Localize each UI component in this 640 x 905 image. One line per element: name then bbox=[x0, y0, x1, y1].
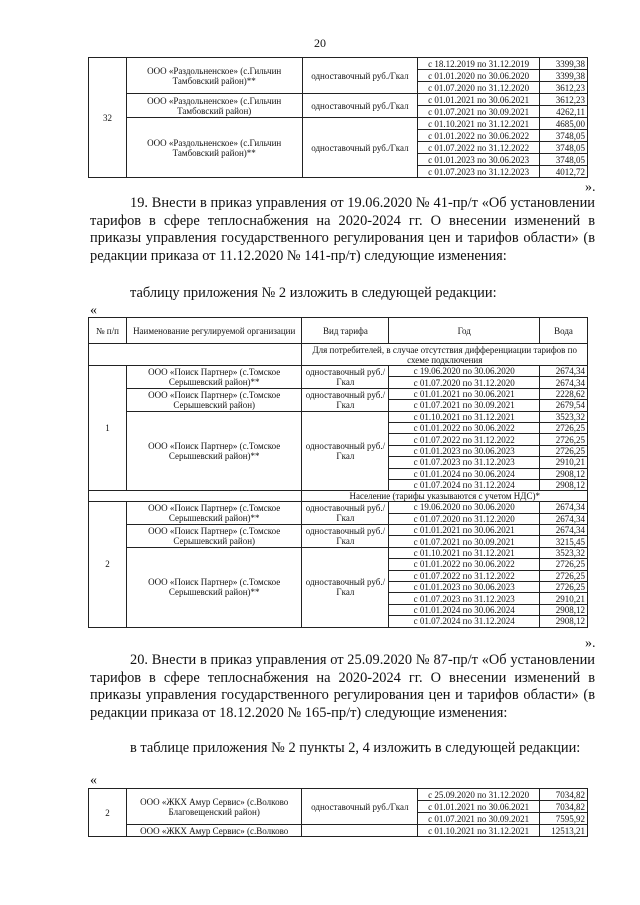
tariff-value: 2908,12 bbox=[540, 468, 588, 479]
organization-name: ООО «ЖКХ Амур Сервис» (с.Волково Благовещенский район) bbox=[126, 789, 302, 825]
tariff-value: 3399,38 bbox=[540, 70, 588, 82]
row-number: 1 bbox=[89, 366, 127, 491]
organization-name: ООО «Поиск Партнер» (с.Томское Серышевский район) bbox=[126, 525, 302, 548]
tariff-value: 3612,23 bbox=[540, 94, 588, 106]
period: с 01.01.2024 по 30.06.2024 bbox=[389, 604, 540, 615]
table-row bbox=[89, 411, 588, 422]
table-row bbox=[89, 58, 588, 70]
tariff-value: 2726,25 bbox=[540, 445, 588, 456]
tariff-value: 2674,34 bbox=[540, 366, 588, 377]
table-row bbox=[89, 547, 588, 558]
organization-name: ООО «Поиск Партнер» (с.Томское Серышевский район)** bbox=[126, 547, 302, 627]
period: с 01.07.2021 по 30.09.2021 bbox=[389, 536, 540, 547]
organization-name: ООО «Раздольненское» (с.Гильчин Тамбовский район) bbox=[126, 94, 302, 118]
tariff-value: 3523,32 bbox=[540, 411, 588, 422]
header-org: Наименование регулируемой организации bbox=[126, 318, 302, 344]
table-row bbox=[89, 366, 588, 377]
row-number: 2 bbox=[89, 789, 127, 837]
table-row bbox=[89, 502, 588, 513]
period: с 01.01.2021 по 30.06.2021 bbox=[389, 525, 540, 536]
tariff-value: 2726,25 bbox=[540, 582, 588, 593]
header-no: № п/п bbox=[89, 318, 127, 344]
tariff-value: 2908,12 bbox=[540, 616, 588, 627]
paragraph-20-b: в таблице приложения № 2 пункты 2, 4 изложить в следующей редакции: bbox=[130, 740, 581, 756]
tariff-table-1 bbox=[88, 57, 588, 178]
table-row bbox=[89, 118, 588, 130]
tariff-value: 3748,05 bbox=[540, 142, 588, 154]
tariff-value: 4685,00 bbox=[540, 118, 588, 130]
period: с 01.07.2023 по 31.12.2023 bbox=[389, 457, 540, 468]
tariff-value: 2726,25 bbox=[540, 570, 588, 581]
period: с 01.01.2022 по 30.06.2022 bbox=[389, 559, 540, 570]
tariff-value: 2726,25 bbox=[540, 559, 588, 570]
tariff-value: 2674,34 bbox=[540, 377, 588, 388]
paragraph-19: 19. Внести в приказ управления от 19.06.2020 № 41-пр/т «Об установлении тарифов в сфере теплоснабжения на 2020-2024 гг. О внесении изменений в приказы управления государственного регулирования цен и тарифов области» (в редакции приказа от 11.12.2020 № 141-пр/т) следующие изменения: bbox=[90, 195, 595, 264]
table-row bbox=[89, 789, 588, 801]
period: с 01.07.2020 по 31.12.2020 bbox=[418, 82, 540, 94]
period: с 01.07.2020 по 31.12.2020 bbox=[389, 377, 540, 388]
period: с 01.07.2021 по 30.09.2021 bbox=[418, 106, 540, 118]
tariff-value: 12513,21 bbox=[540, 825, 588, 837]
section-heading: Для потребителей, в случае отсутствия дифференциации тарифов по схеме подключения bbox=[302, 344, 588, 366]
table-row bbox=[89, 525, 588, 536]
tariff-value: 2910,21 bbox=[540, 593, 588, 604]
tariff-value: 2674,34 bbox=[540, 502, 588, 513]
tariff-type: одноставочный руб./Гкал bbox=[302, 789, 418, 825]
paragraph-20: 20. Внести в приказ управления от 25.09.2020 № 87-пр/т «Об установлении тарифов в сфере теплоснабжения на 2020-2024 гг. О внесении изменений в приказы управления государственного регулирования цен и тарифов области» (в редакции приказа от 18.12.2020 № 165-пр/т) следующие изменения: bbox=[90, 652, 595, 721]
tariff-value: 3215,45 bbox=[540, 536, 588, 547]
tariff-value: 2674,34 bbox=[540, 525, 588, 536]
tariff-value: 2679,54 bbox=[540, 400, 588, 411]
organization-name: ООО «Раздольненское» (с.Гильчин Тамбовский район)** bbox=[126, 118, 302, 178]
tariff-type: одноставочный руб./Гкал bbox=[302, 366, 389, 389]
tariff-value: 2726,25 bbox=[540, 422, 588, 433]
row-number: 32 bbox=[89, 58, 127, 178]
period: с 01.07.2022 по 31.12.2022 bbox=[389, 434, 540, 445]
close-quote-1: ». bbox=[585, 180, 596, 195]
header-type: Вид тарифа bbox=[302, 318, 389, 344]
tariff-value: 2908,12 bbox=[540, 479, 588, 490]
period: с 01.07.2020 по 31.12.2020 bbox=[389, 513, 540, 524]
header-year: Год bbox=[389, 318, 540, 344]
tariff-value: 2910,21 bbox=[540, 457, 588, 468]
period: с 25.09.2020 по 31.12.2020 bbox=[418, 789, 540, 801]
tariff-value: 3399,38 bbox=[540, 58, 588, 70]
period: с 01.01.2021 по 30.06.2021 bbox=[389, 388, 540, 399]
header-water: Вода bbox=[540, 318, 588, 344]
tariff-value: 7034,82 bbox=[540, 789, 588, 801]
organization-name: ООО «Поиск Партнер» (с.Томское Серышевский район)** bbox=[126, 366, 302, 389]
tariff-type: одноставочный руб./Гкал bbox=[302, 525, 389, 548]
period: с 01.10.2021 по 31.12.2021 bbox=[389, 411, 540, 422]
period: с 01.01.2022 по 30.06.2022 bbox=[389, 422, 540, 433]
close-quote-2: ». bbox=[585, 636, 596, 651]
section-row-consumers bbox=[89, 344, 588, 366]
tariff-value: 2726,25 bbox=[540, 434, 588, 445]
organization-name: ООО «Поиск Партнер» (с.Томское Серышевский район)** bbox=[126, 411, 302, 491]
period: с 01.01.2023 по 30.06.2023 bbox=[418, 154, 540, 166]
section-row-population bbox=[89, 491, 588, 502]
tariff-type: одноставочный руб./Гкал bbox=[302, 58, 418, 94]
tariff-table-2 bbox=[88, 317, 588, 628]
section-heading: Население (тарифы указываются с учетом НДС)* bbox=[302, 491, 588, 502]
tariff-value: 4262,11 bbox=[540, 106, 588, 118]
table-row bbox=[89, 388, 588, 399]
tariff-type: одноставочный руб./Гкал bbox=[302, 502, 389, 525]
period: с 01.07.2024 по 31.12.2024 bbox=[389, 479, 540, 490]
open-quote-2: « bbox=[90, 303, 97, 318]
period: с 19.06.2020 по 30.06.2020 bbox=[389, 502, 540, 513]
open-quote-3: « bbox=[90, 773, 97, 788]
tariff-type bbox=[302, 825, 418, 837]
period: с 01.07.2024 по 31.12.2024 bbox=[389, 616, 540, 627]
tariff-type: одноставочный руб./Гкал bbox=[302, 118, 418, 178]
period: с 01.07.2023 по 31.12.2023 bbox=[418, 166, 540, 178]
organization-name: ООО «Раздольненское» (с.Гильчин Тамбовский район)** bbox=[126, 58, 302, 94]
period: с 01.10.2021 по 31.12.2021 bbox=[418, 118, 540, 130]
tariff-value: 4012,72 bbox=[540, 166, 588, 178]
period: с 01.01.2023 по 30.06.2023 bbox=[389, 582, 540, 593]
period: с 01.01.2020 по 30.06.2020 bbox=[418, 70, 540, 82]
tariff-value: 2674,34 bbox=[540, 513, 588, 524]
period: с 01.01.2022 по 30.06.2022 bbox=[418, 130, 540, 142]
tariff-type: одноставочный руб./Гкал bbox=[302, 388, 389, 411]
table-row bbox=[89, 825, 588, 837]
period: с 01.10.2021 по 31.12.2021 bbox=[418, 825, 540, 837]
tariff-value: 7595,92 bbox=[540, 813, 588, 825]
tariff-value: 3523,32 bbox=[540, 547, 588, 558]
period: с 18.12.2019 по 31.12.2019 bbox=[418, 58, 540, 70]
period: с 01.07.2022 по 31.12.2022 bbox=[418, 142, 540, 154]
period: с 01.07.2023 по 31.12.2023 bbox=[389, 593, 540, 604]
organization-name: ООО «Поиск Партнер» (с.Томское Серышевский район)** bbox=[126, 502, 302, 525]
blank-cell bbox=[89, 344, 302, 366]
tariff-value: 2908,12 bbox=[540, 604, 588, 615]
period: с 01.01.2024 по 30.06.2024 bbox=[389, 468, 540, 479]
page-number: 20 bbox=[314, 36, 326, 50]
row-number: 2 bbox=[89, 502, 127, 627]
period: с 01.07.2021 по 30.09.2021 bbox=[389, 400, 540, 411]
tariff-type: одноставочный руб./Гкал bbox=[302, 411, 389, 491]
tariff-type: одноставочный руб./Гкал bbox=[302, 94, 418, 118]
paragraph-19-b: таблицу приложения № 2 изложить в следующей редакции: bbox=[130, 285, 497, 301]
organization-name: ООО «Поиск Партнер» (с.Томское Серышевский район) bbox=[126, 388, 302, 411]
period: с 01.07.2022 по 31.12.2022 bbox=[389, 570, 540, 581]
tariff-table-3 bbox=[88, 788, 588, 837]
period: с 01.01.2023 по 30.06.2023 bbox=[389, 445, 540, 456]
tariff-value: 3748,05 bbox=[540, 154, 588, 166]
period: с 01.01.2021 по 30.06.2021 bbox=[418, 801, 540, 813]
period: с 01.10.2021 по 31.12.2021 bbox=[389, 547, 540, 558]
period: с 01.07.2021 по 30.09.2021 bbox=[418, 813, 540, 825]
period: с 19.06.2020 по 30.06.2020 bbox=[389, 366, 540, 377]
blank-cell bbox=[89, 491, 302, 502]
period: с 01.01.2021 по 30.06.2021 bbox=[418, 94, 540, 106]
tariff-value: 7034,82 bbox=[540, 801, 588, 813]
table-row bbox=[89, 94, 588, 106]
tariff-value: 3612,23 bbox=[540, 82, 588, 94]
tariff-type: одноставочный руб./Гкал bbox=[302, 547, 389, 627]
tariff-value: 3748,05 bbox=[540, 130, 588, 142]
tariff-value: 2228,62 bbox=[540, 388, 588, 399]
organization-name: ООО «ЖКХ Амур Сервис» (с.Волково bbox=[126, 825, 302, 837]
